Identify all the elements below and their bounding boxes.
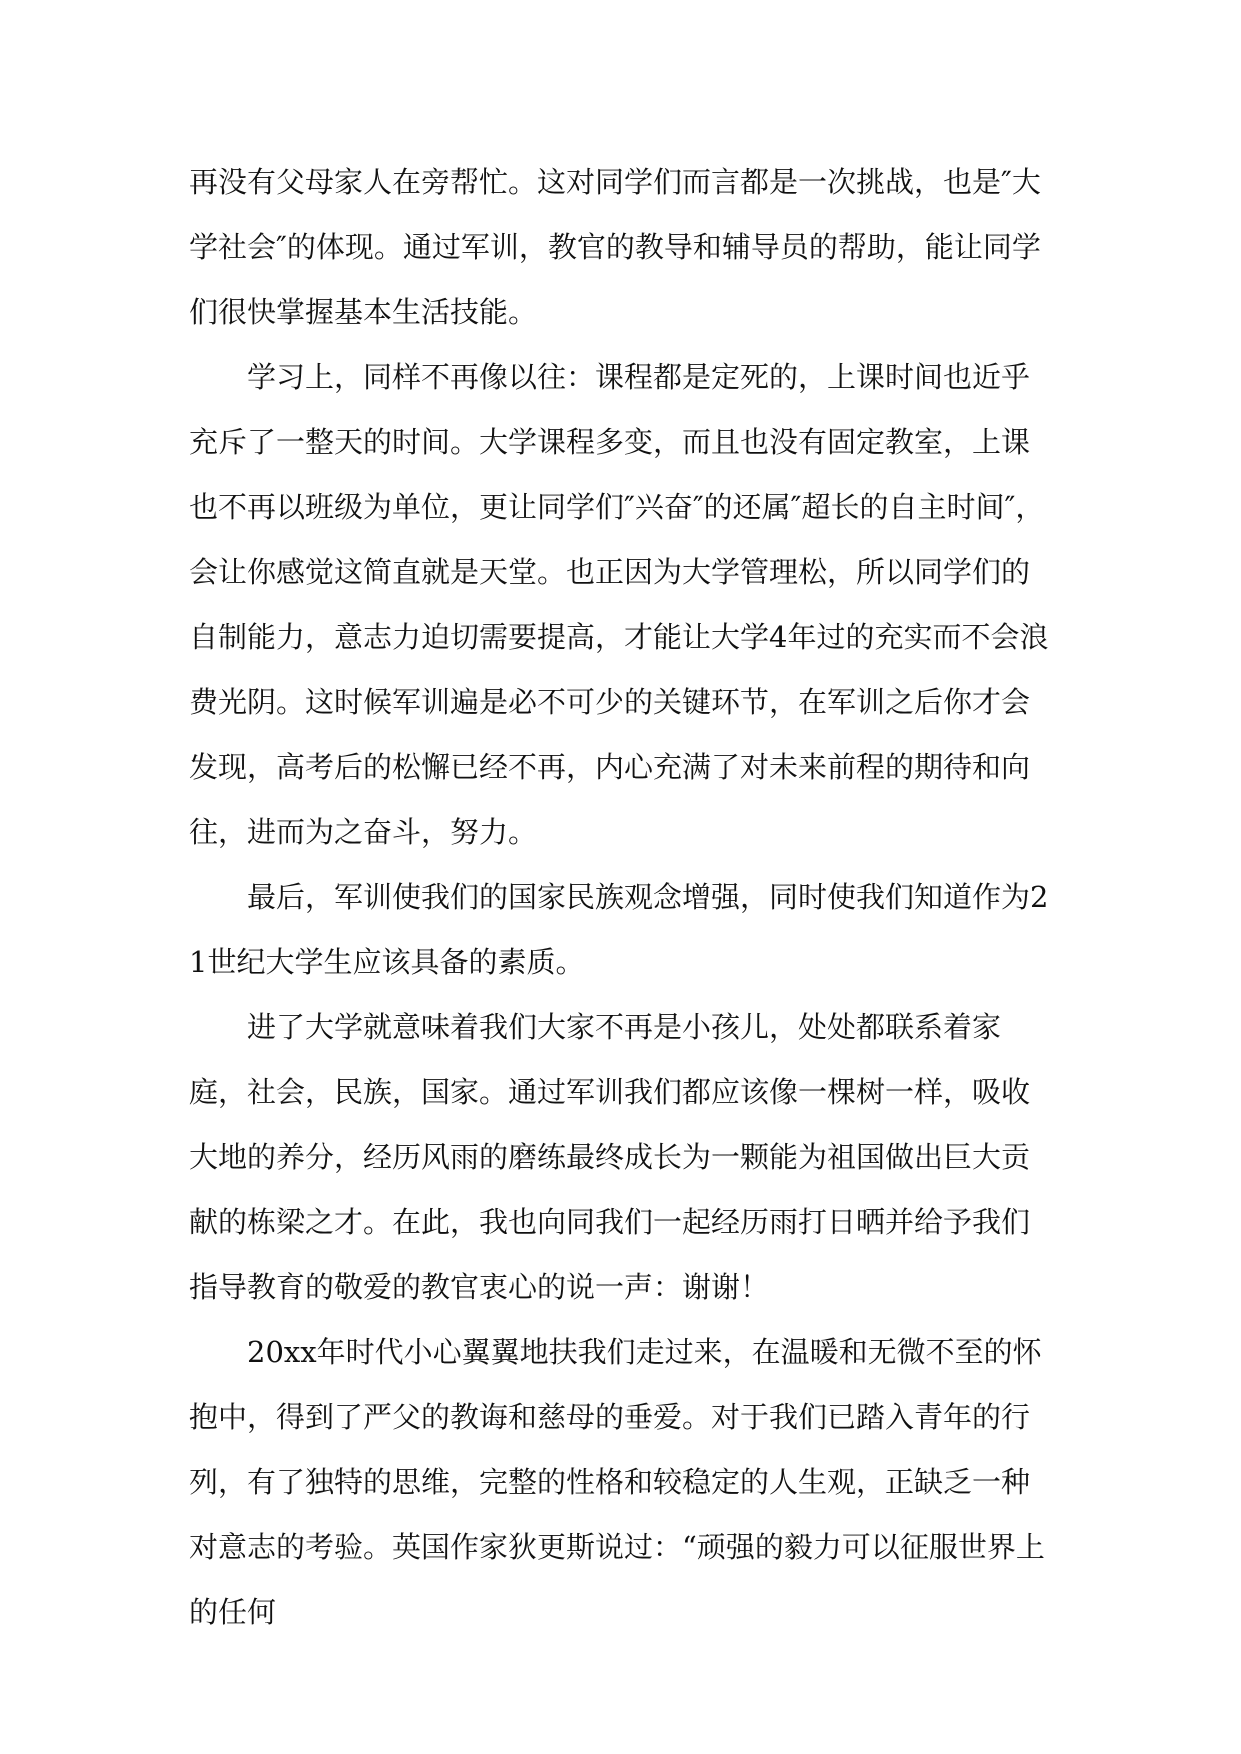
document-body: [189, 150, 1055, 1645]
paragraph-3: 最后，军训使我们的国家民族观念增强，同时使我们知道作为21世纪大学生应该具备的素质。: [189, 880, 1049, 979]
paragraph-1: 再没有父母家人在旁帮忙。这对同学们而言都是一次挑战，也是″大学社会″的体现。通过军训，教官的教导和辅导员的帮助，能让同学们很快掌握基本生活技能。: [189, 165, 1041, 329]
paragraph-4: 进了大学就意味着我们大家不再是小孩儿，处处都联系着家庭，社会，民族，国家。通过军训我们都应该像一棵树一样，吸收大地的养分，经历风雨的磨练最终成长为一颗能为祖国做出巨大贡献的栋梁之才。在此，我也向同我们一起经历雨打日晒并给予我们指导教育的敬爱的教官衷心的说一声：谢谢！: [189, 1010, 1031, 1304]
paragraph-2: 学习上，同样不再像以往：课程都是定死的，上课时间也近乎充斥了一整天的时间。大学课程多变，而且也没有固定教室，上课也不再以班级为单位，更让同学们″兴奋″的还属″超长的自主时间″，会让你感觉这简直就是天堂。也正因为大学管理松，所以同学们的自制能力，意志力迫切需要提高，才能让大学4年过的充实而不会浪费光阴。这时候军训遍是必不可少的关键环节，在军训之后你才会发现，高考后的松懈已经不再，内心充满了对未来前程的期待和向往，进而为之奋斗，努力。: [189, 360, 1049, 849]
paragraph-5: 20xx年时代小心翼翼地扶我们走过来，在温暖和无微不至的怀抱中，得到了严父的教诲和慈母的垂爱。对于我们已踏入青年的行列，有了独特的思维，完整的性格和较稳定的人生观，正缺乏一种对意志的考验。英国作家狄更斯说过：“顽强的毅力可以征服世界上的任何: [189, 1335, 1045, 1629]
